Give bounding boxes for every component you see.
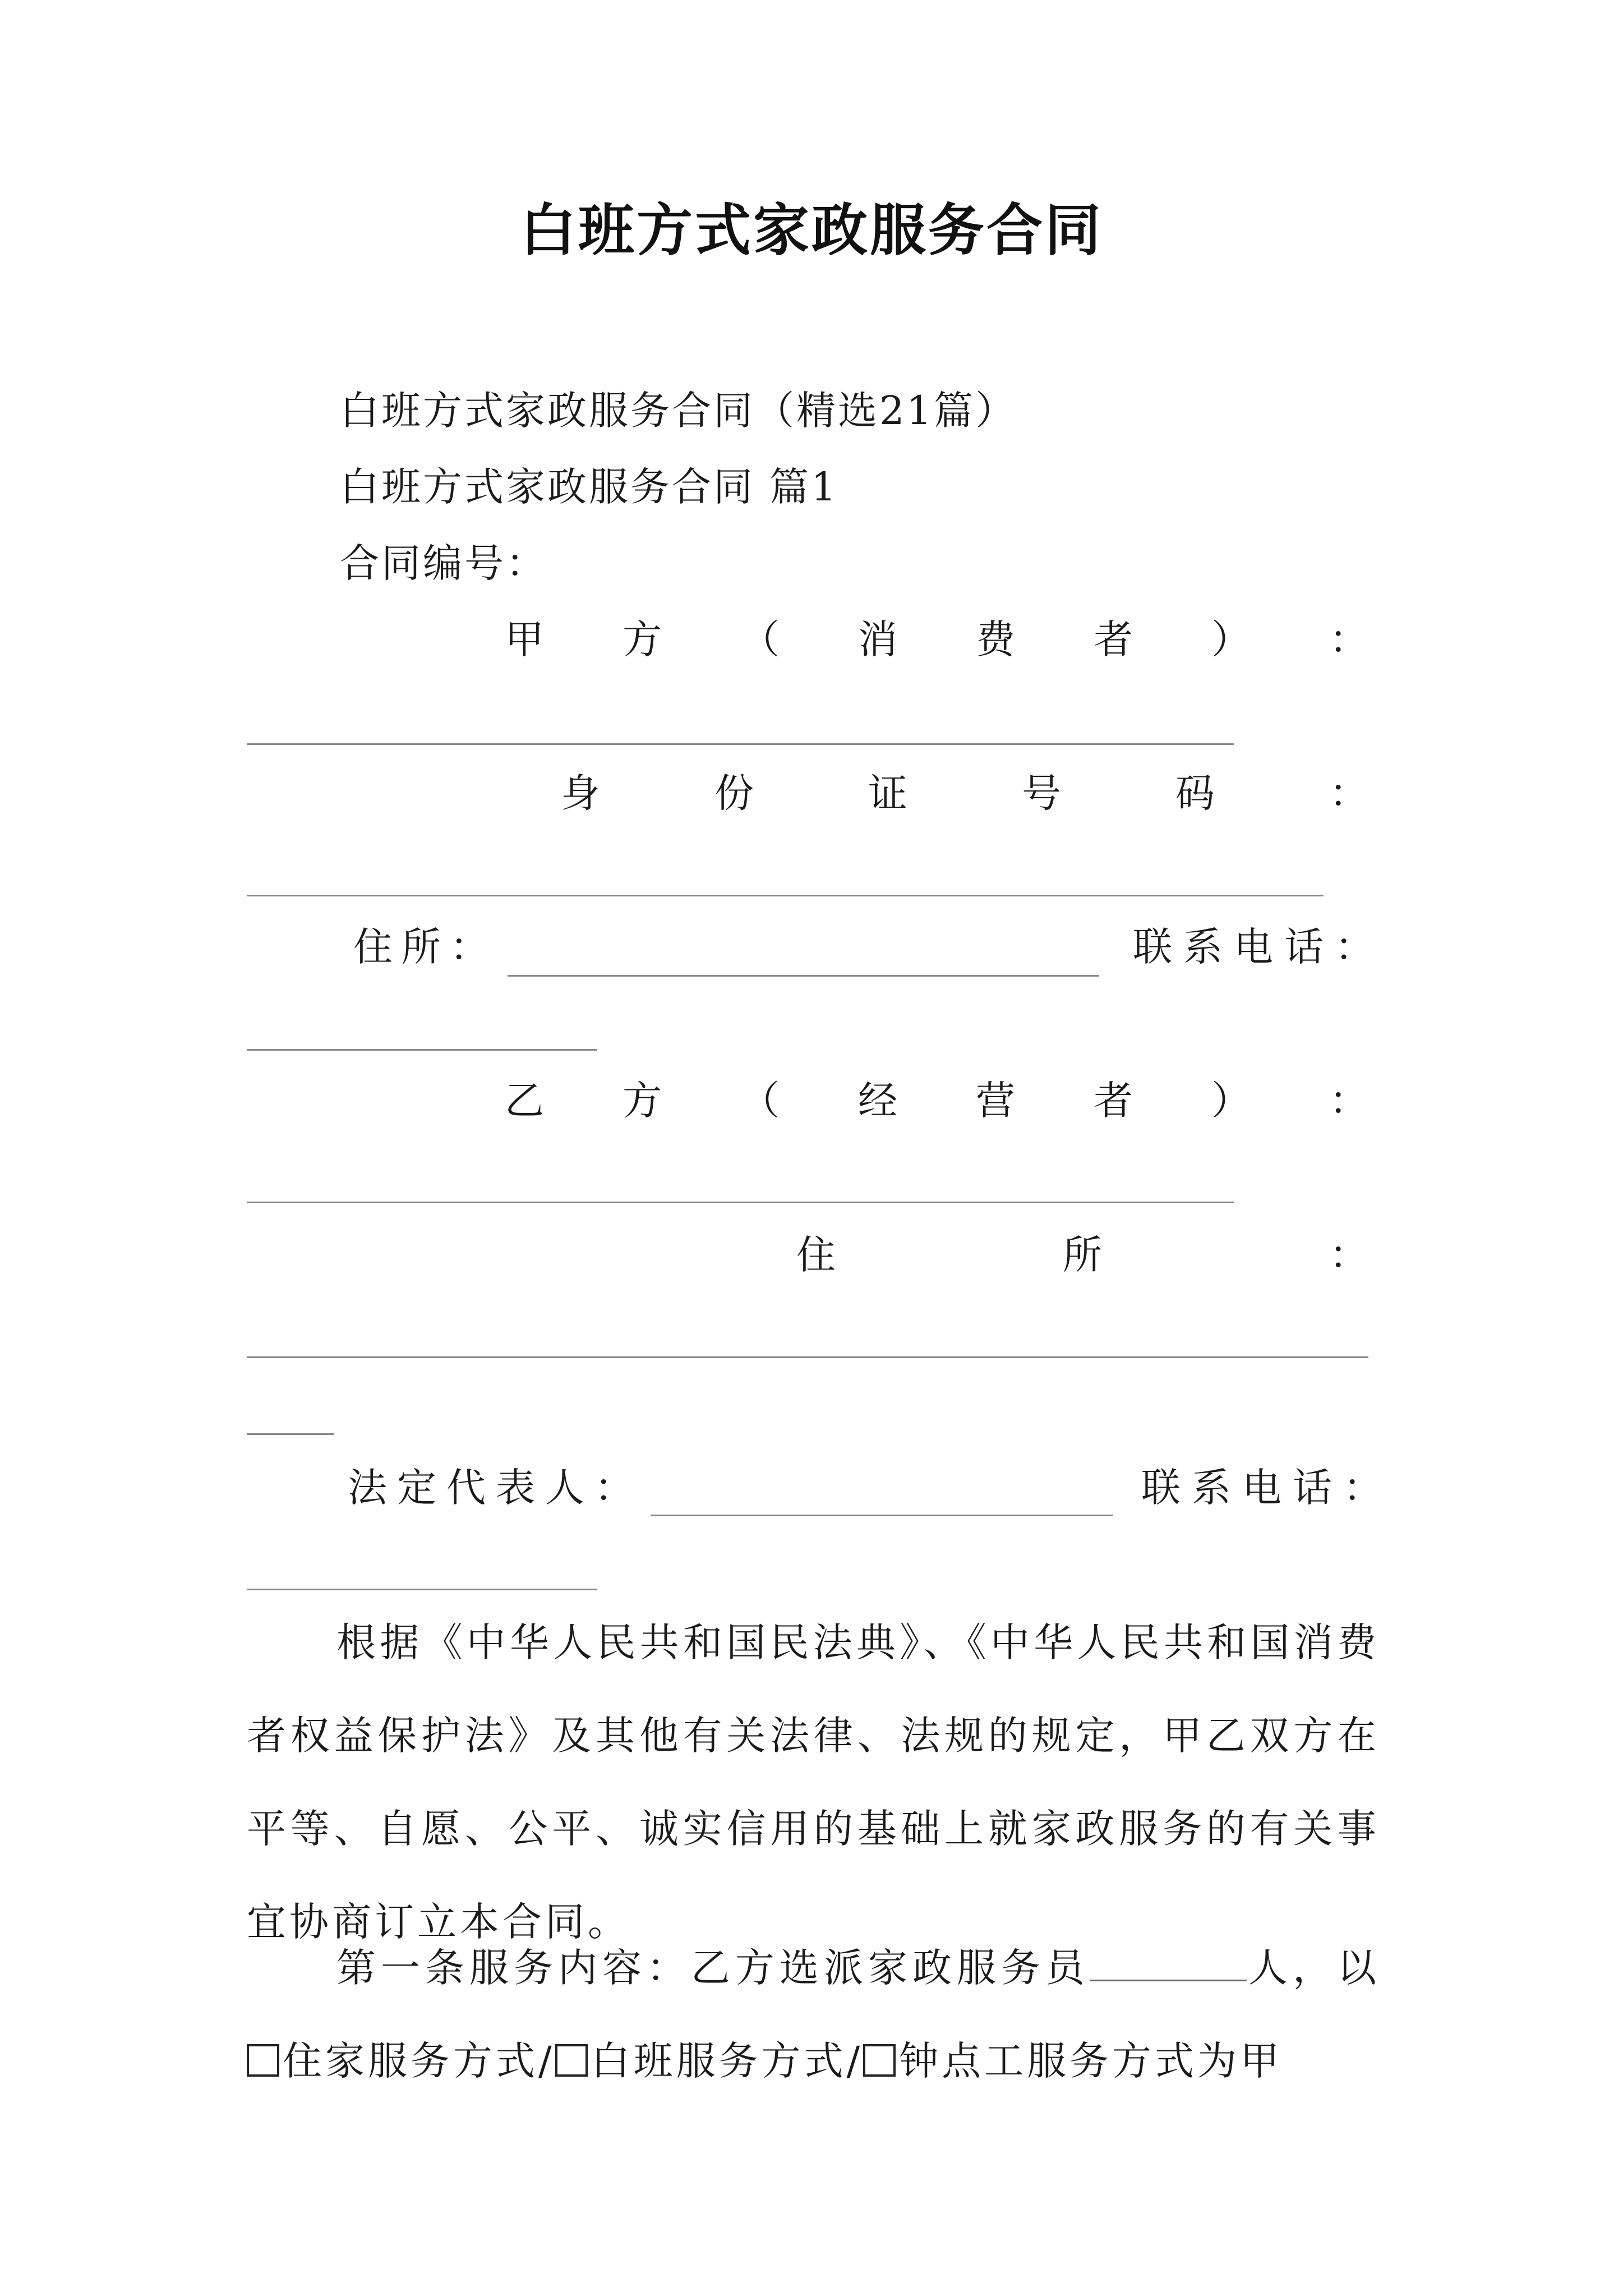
preamble-paragraph: 根据《中华人民共和国民法典》、《中华人民共和国消费者权益保护法》及其他有关法律、法规的规定，甲乙双方在平等、自愿、公平、诚实信用的基础上就家政服务的有关事宜协商订立本合同。 xyxy=(247,1619,1380,1945)
document-title: 白班方式家政服务合同 xyxy=(520,197,1103,263)
party-b-char: 者 xyxy=(1094,1078,1133,1124)
article-one-text: 第一条服务内容：乙方选派家政服务员 xyxy=(336,1945,1090,1991)
party-a-char: 者 xyxy=(1094,616,1133,662)
address-char: 所 xyxy=(1063,1232,1102,1278)
document-subtitle: 白班方式家政服务合同（精选21篇） xyxy=(340,388,1017,434)
address-label xyxy=(796,1231,1368,1278)
phone-label: 联系电话： xyxy=(1133,924,1385,970)
party-b-char: 经 xyxy=(858,1078,897,1124)
address-char: 住 xyxy=(796,1232,836,1278)
residence-label: 住所： xyxy=(353,924,498,970)
id-number-char: 份 xyxy=(714,770,754,816)
contract-number-label: 合同编号： xyxy=(340,540,547,586)
party-b-fill-line[interactable] xyxy=(247,1202,1234,1203)
id-number-char: ： xyxy=(1329,770,1368,816)
phone-fill-line[interactable] xyxy=(247,1049,597,1051)
party-a-char: 甲 xyxy=(505,616,544,662)
address-fill-line-cont[interactable] xyxy=(247,1433,334,1435)
option-live-in-label: 住家服务方式/ xyxy=(283,2038,555,2084)
legal-rep-label: 法定代表人： xyxy=(348,1465,644,1511)
address-fill-line[interactable] xyxy=(247,1356,1368,1358)
party-a-char: （ xyxy=(740,616,780,662)
phone-label-2: 联系电话： xyxy=(1141,1465,1394,1511)
party-a-char: 方 xyxy=(623,616,662,662)
article-one-paragraph xyxy=(247,1921,1380,2108)
legal-rep-fill-line[interactable] xyxy=(651,1515,1113,1516)
party-b-char: 方 xyxy=(623,1078,662,1124)
party-a-char: ： xyxy=(1329,616,1368,662)
party-b-char: （ xyxy=(740,1078,780,1124)
id-number-char: 身 xyxy=(561,770,600,816)
party-a-label xyxy=(505,616,1368,663)
party-a-fill-line[interactable] xyxy=(247,743,1234,745)
checkbox-hourly[interactable] xyxy=(863,2044,896,2077)
article-one-text-cont: 人，以 xyxy=(1247,1945,1380,1991)
address-char: ： xyxy=(1329,1232,1368,1278)
id-number-fill-line[interactable] xyxy=(247,895,1324,896)
id-number-label xyxy=(561,770,1368,817)
checkbox-live-in[interactable] xyxy=(247,2044,279,2077)
party-b-char: 营 xyxy=(976,1078,1015,1124)
party-b-label xyxy=(505,1077,1368,1124)
section-heading: 白班方式家政服务合同 篇1 xyxy=(340,464,838,510)
party-b-char: 乙 xyxy=(505,1078,544,1124)
option-hourly-label: 钟点工服务方式为甲 xyxy=(899,2038,1283,2084)
id-number-char: 证 xyxy=(868,770,907,816)
party-a-char: ） xyxy=(1211,616,1251,662)
id-number-char: 码 xyxy=(1175,770,1215,816)
checkbox-day-shift[interactable] xyxy=(555,2044,588,2077)
phone-fill-line-2[interactable] xyxy=(247,1589,597,1590)
party-a-char: 费 xyxy=(976,616,1015,662)
party-b-char: ： xyxy=(1329,1078,1368,1124)
party-b-char: ） xyxy=(1211,1078,1251,1124)
party-a-char: 消 xyxy=(858,616,897,662)
option-day-shift-label: 白班服务方式/ xyxy=(591,2038,864,2084)
id-number-char: 号 xyxy=(1022,770,1061,816)
residence-fill-line[interactable] xyxy=(508,975,1099,977)
staff-count-blank[interactable] xyxy=(1090,1946,1247,1981)
